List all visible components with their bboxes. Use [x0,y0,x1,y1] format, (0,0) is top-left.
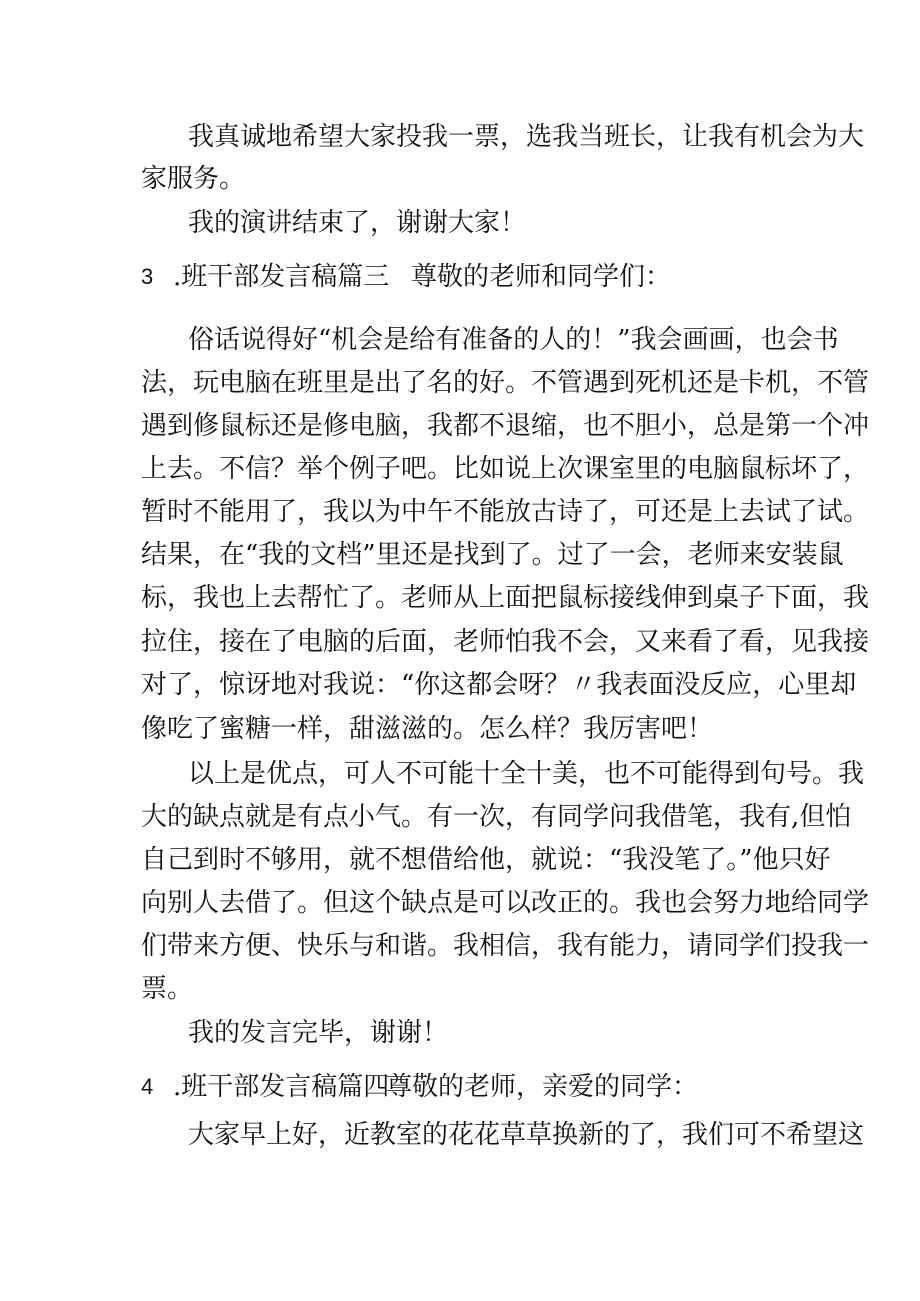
paragraph-line: 对了，惊讶地对我说：“你这都会呀？〃我表面没反应，心里却 [141,670,857,700]
paragraph-line: 上去。不信？举个例子吧。比如说上次课室里的电脑鼠标坏了， [141,454,870,484]
section-title: .班干部发言稿篇三 [173,262,390,292]
paragraph-line: 像吃了蜜糖一样，甜滋滋的。怎么样？我厉害吧！ [141,714,714,744]
paragraph-line: 大家早上好，近教室的花花草草换新的了，我们可不希望这 [188,1120,865,1150]
paragraph-line: 家服务。 [141,164,246,194]
section-greeting: 尊敬的老师，亲爱的同学： [386,1072,699,1102]
paragraph-line: 们带来方便、快乐与和谐。我相信，我有能力，请同学们投我一 [141,931,870,961]
paragraph-line: 我真诚地希望大家投我一票，选我当班长，让我有机会为大 [188,122,865,152]
paragraph-line: 标，我也上去帮忙了。老师从上面把鼠标接线伸到桌子下面，我 [141,583,870,613]
section-title: .班干部发言稿篇四 [173,1072,390,1102]
paragraph-line: 法，玩电脑在班里是出了名的好。不管遇到死机还是卡机，不管 [141,368,870,398]
paragraph-line: 拉住，接在了电脑的后面，老师怕我不会，又来看了看，见我接 [141,627,870,657]
paragraph-line: 大的缺点就是有点小气。有一次，有同学问我借笔，我有,但怕 [141,802,852,832]
paragraph-line: 我的发言完毕，谢谢！ [188,1018,449,1048]
paragraph-line: 票。 [141,974,194,1004]
paragraph-line: 自己到时不够用，就不想借给他，就说：“我没笔了。”他只好 [141,845,831,875]
paragraph-line: 向别人去借了。但这个缺点是可以改正的。我也会努力地给同学 [141,888,870,918]
paragraph-line: 暂时不能用了，我以为中午不能放古诗了，可还是上去试了试。 [141,497,870,527]
section-number: 4 [141,1074,154,1099]
paragraph-line: 俗话说得好“机会是给有准备的人的！”我会画画，也会书 [188,325,839,355]
section-number: 3 [141,264,154,289]
paragraph-line: 遇到修鼠标还是修电脑，我都不退缩，也不胆小，总是第一个冲 [141,411,870,441]
section-greeting: 尊敬的老师和同学们： [411,262,672,292]
paragraph-line: 结果，在“我的文档”里还是找到了。过了一会，老师来安装鼠 [141,540,844,570]
paragraph-line: 我的演讲结束了，谢谢大家！ [188,208,527,238]
paragraph-line: 以上是优点，可人不可能十全十美，也不可能得到句号。我 [188,759,865,789]
